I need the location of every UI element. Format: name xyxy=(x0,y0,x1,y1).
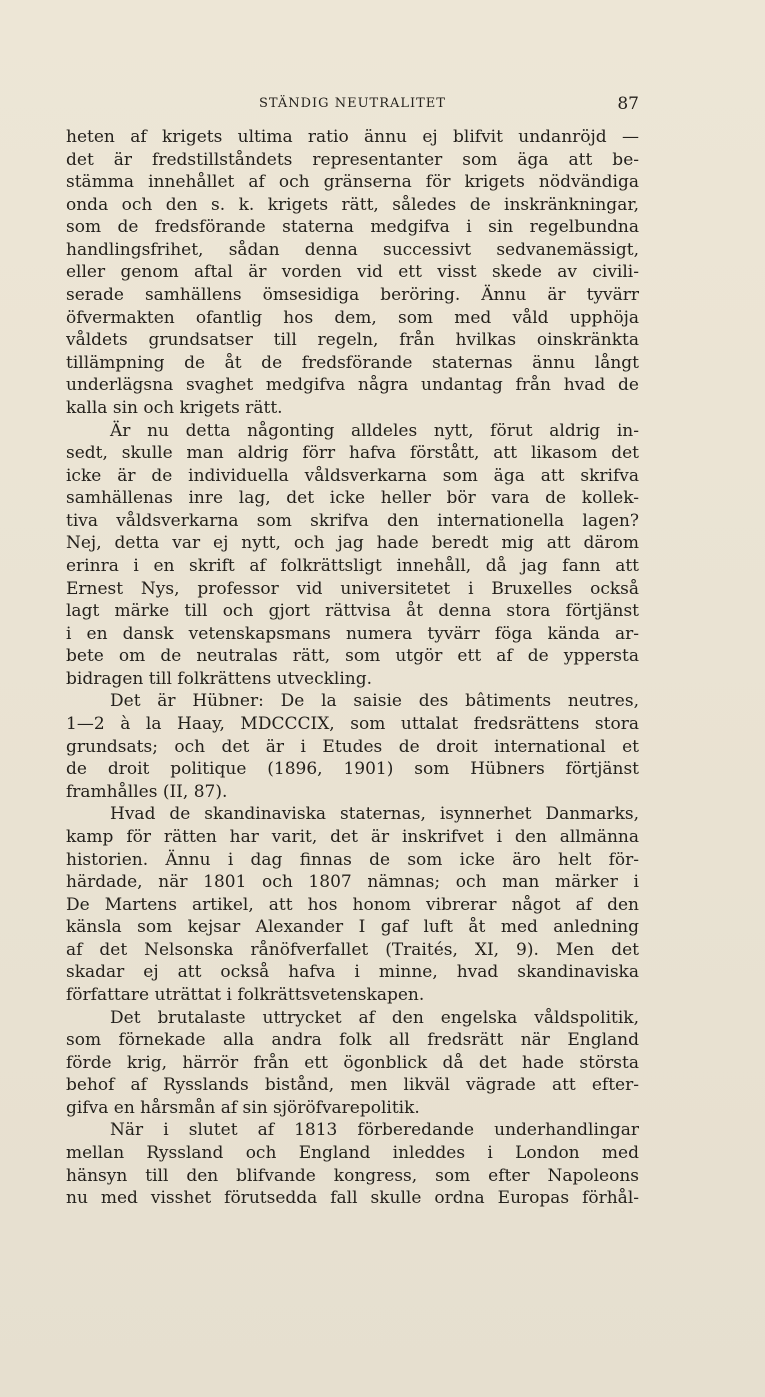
text-line: mellan Ryssland och England inleddes i London med xyxy=(66,1143,639,1164)
page-number: 87 xyxy=(617,94,639,114)
text-line: tillämpning de åt de fredsförande staternas ännu långt xyxy=(66,352,639,373)
text-line: Nej, detta var ej nytt, och jag hade beredt mig att därom xyxy=(66,533,639,554)
body-text xyxy=(66,126,639,1210)
text-line: heten af krigets ultima ratio ännu ej blifvit undanröjd — xyxy=(66,127,639,147)
text-line: eller genom aftal är vorden vid ett visst skede av civili- xyxy=(66,262,639,283)
text-line: gifva en hårsmån af sin sjöröfvarepolitik. xyxy=(66,1097,420,1118)
text-line: serade samhällens ömsesidiga beröring. Ännu är tyvärr xyxy=(66,285,639,306)
text-line: våldets grundsatser till regeln, från hvilkas oinskränkta xyxy=(66,330,639,351)
text-line: De Martens artikel, att hos honom vibrerar något af den xyxy=(66,894,639,915)
text-line: öfvermakten ofantlig hos dem, som med våld upphöja xyxy=(66,307,639,328)
text-line: som de fredsförande staterna medgifva i sin regelbundna xyxy=(66,217,639,238)
text-line: skadar ej att också hafva i minne, hvad skandinaviska xyxy=(66,962,639,983)
text-line: När i slutet af 1813 förberedande underhandlingar xyxy=(110,1120,639,1141)
text-line: i en dansk vetenskapsmans numera tyvärr föga kända ar- xyxy=(66,623,639,644)
text-line: 1—2 à la Haay, MDCCCIX, som uttalat fredsrättens stora xyxy=(66,714,639,735)
text-line: lagt märke till och gjort rättvisa åt denna stora förtjänst xyxy=(66,601,639,622)
text-line: de droit politique (1896, 1901) som Hübners förtjänst xyxy=(66,759,639,780)
text-line: af det Nelsonska rånöfverfallet (Traités, XI, 9). Men det xyxy=(66,939,639,960)
text-line: bidragen till folkrättens utveckling. xyxy=(66,668,373,689)
text-line: som förnekade alla andra folk all fredsrätt när England xyxy=(66,1030,639,1051)
text-line: förde krig, härrör från ett ögonblick då det hade största xyxy=(66,1052,639,1073)
text-line: samhällenas inre lag, det icke heller bör vara de kollek- xyxy=(66,488,639,509)
text-line: nu med visshet förutsedda fall skulle ordna Europas förhål- xyxy=(66,1188,639,1209)
text-line: icke är de individuella våldsverkarna som äga att skrifva xyxy=(66,465,639,486)
text-line: framhålles (II, 87). xyxy=(66,781,228,802)
text-line: tiva våldsverkarna som skrifva den internationella lagen? xyxy=(66,510,639,531)
text-line: känsla som kejsar Alexander I gaf luft åt med anledning xyxy=(66,917,639,938)
text-line: Är nu detta någonting alldeles nytt, förut aldrig in- xyxy=(110,420,639,441)
text-line: författare uträttat i folkrättsvetenskapen. xyxy=(66,984,425,1005)
text-line: bete om de neutralas rätt, som utgör ett af de yppersta xyxy=(66,646,639,667)
text-line: härdade, när 1801 och 1807 nämnas; och man märker i xyxy=(66,872,639,893)
text-line: kalla sin och krigets rätt. xyxy=(66,397,283,418)
page-header xyxy=(66,94,639,114)
text-line: det är fredstillståndets representanter som äga att be- xyxy=(66,149,639,170)
running-head: STÄNDIG NEUTRALITET xyxy=(259,96,446,111)
text-line: onda och den s. k. krigets rätt, således de inskränkningar, xyxy=(66,194,639,215)
text-line: behof af Rysslands bistånd, men likväl vägrade att efter- xyxy=(66,1075,639,1096)
text-line: grundsats; och det är i Etudes de droit international et xyxy=(66,736,639,757)
text-line: Det är Hübner: De la saisie des bâtiments neutres, xyxy=(110,691,639,712)
text-line: erinra i en skrift af folkrättsligt innehåll, då jag fann att xyxy=(66,555,639,576)
text-line: Det brutalaste uttrycket af den engelska våldspolitik, xyxy=(110,1007,639,1028)
text-line: kamp för rätten har varit, det är inskrifvet i den allmänna xyxy=(66,826,639,847)
text-line: hänsyn till den blifvande kongress, som efter Napoleons xyxy=(66,1165,639,1186)
text-line: Ernest Nys, professor vid universitetet i Bruxelles också xyxy=(66,578,639,599)
text-line: sedt, skulle man aldrig förr hafva förstått, att likasom det xyxy=(66,443,639,464)
text-line: Hvad de skandinaviska staternas, isynnerhet Danmarks, xyxy=(110,804,639,825)
text-line: stämma innehållet af och gränserna för krigets nödvändiga xyxy=(66,172,639,193)
text-line: historien. Ännu i dag finnas de som icke äro helt för- xyxy=(66,849,639,870)
text-line: handlingsfrihet, sådan denna successivt sedvanemässigt, xyxy=(66,239,639,260)
text-line: underlägsna svaghet medgifva några undantag från hvad de xyxy=(66,375,639,396)
